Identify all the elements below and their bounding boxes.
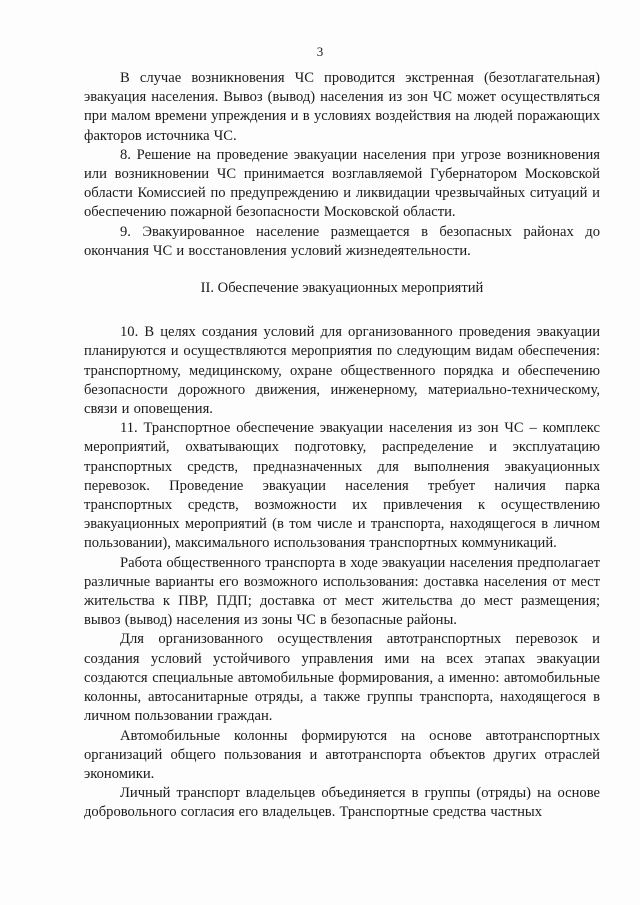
page-number: 3 [316, 44, 324, 59]
paragraph-auto-formations: Для организованного осуществления автотранспортных перевозок и создания условий устойчивого управления ими на всех этапах эвакуации создаются специальные автомобильные формирования, а именно: автомобильные колонны, автосанитарные отряды, а также группы транспорта, находящегося в личном пользовании граждан. [84, 631, 600, 725]
paragraph-public-transport: Работа общественного транспорта в ходе эвакуации населения предполагает различные варианты его возможного использования: доставка населения от мест жительства к ПВР, ПДП; доставка от мест жительства до мест размещения; вывоз (вывод) населения из зоны ЧС в безопасные районы. [84, 554, 600, 629]
section-heading: II. Обеспечение эвакуационных мероприятий [200, 280, 484, 297]
paragraph-personal-transport: Личный транспорт владельцев объединяется в группы (отряды) на основе добровольного согласия его владельцев. Транспортные средства частных [84, 785, 600, 821]
paragraph-8-evacuation-decision: 8. Решение на проведение эвакуации населения при угрозе возникновения или возникновении ЧС принимается возглавляемой Губернатором Московской области Комиссией по предупреждению и ликвидации чрезвычайных ситуаций и обеспечению пожарной безопасности Московской области. [84, 146, 600, 221]
paragraph-emergency-evacuation: В случае возникновения ЧС проводится экстренная (безотлагательная) эвакуация населения. Вывоз (вывод) населения из зон ЧС может осуществляться при малом времени упреждения и в условиях воздействия на людей поражающих факторов источника ЧС. [84, 70, 600, 144]
paragraph-auto-columns: Автомобильные колонны формируются на основе автотранспортных организаций общего пользования и автотранспорта объектов других отраслей экономики. [84, 727, 600, 782]
paragraph-11-transport-support: 11. Транспортное обеспечение эвакуации населения из зон ЧС – комплекс мероприятий, охватывающих подготовку, распределение и эксплуатацию транспортных средств, предназначенных для выполнения эвакуационных перевозок. Проведение эвакуации населения требует наличия парка транспортных средств, возможности их привлечения к осуществлению эвакуационных мероприятий (в том числе и транспорта, находящегося в личном пользовании), максимального использования транспортных коммуникаций. [84, 420, 600, 552]
document-body [84, 69, 600, 823]
paragraph-10-support-types: 10. В целях создания условий для организованного проведения эвакуации планируются и осуществляются мероприятия по следующим видам обеспечения: транспортному, медицинскому, охране общественного порядка и обеспечению безопасности дорожного движения, инженерному, материально-техническому, связи и оповещения. [84, 324, 600, 418]
paragraph-9-evacuee-placement: 9. Эвакуированное население размещается в безопасных районах до окончания ЧС и восстановления условий жизнедеятельности. [84, 223, 600, 259]
